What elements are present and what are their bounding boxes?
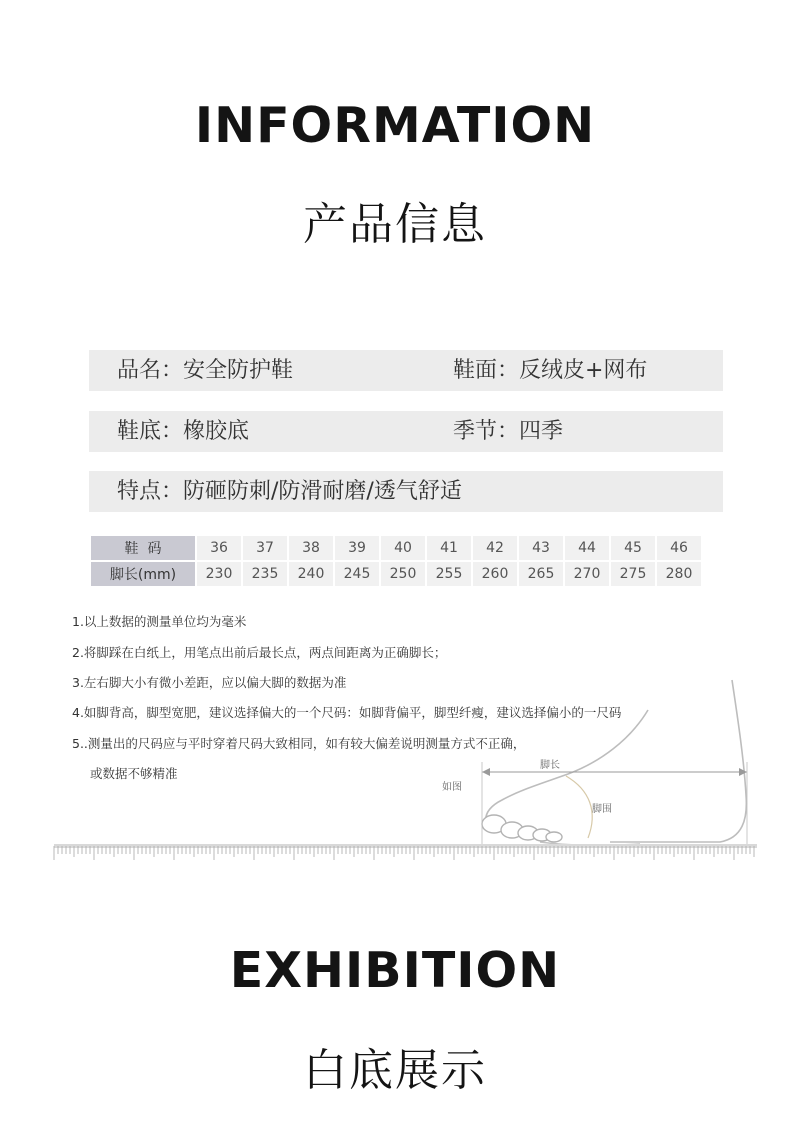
instep-outline bbox=[486, 710, 648, 824]
product-upper: 鞋面：反绒皮+网布 bbox=[453, 358, 648, 383]
diagram-label-length: 脚长 bbox=[540, 760, 560, 771]
size-cell: 42 bbox=[472, 535, 518, 561]
length-cell: 280 bbox=[656, 561, 702, 587]
length-cell: 260 bbox=[472, 561, 518, 587]
size-row-header: 鞋 码 bbox=[90, 535, 196, 561]
note-item: 2.将脚踩在白纸上，用笔点出前后最长点，两点间距离为正确脚长； bbox=[72, 645, 447, 660]
size-cell: 41 bbox=[426, 535, 472, 561]
product-features: 特点：防砸防刺/防滑耐磨/透气舒适 bbox=[117, 479, 462, 504]
length-cell: 230 bbox=[196, 561, 242, 587]
white-background-display-title: 白底展示 bbox=[303, 1045, 487, 1096]
note-item: 5..测量出的尺码应与平时穿着尺码大致相同，如有较大偏差说明测量方式不正确， bbox=[72, 736, 526, 751]
length-cell: 250 bbox=[380, 561, 426, 587]
size-cell: 46 bbox=[656, 535, 702, 561]
length-cell: 265 bbox=[518, 561, 564, 587]
girth-line bbox=[566, 776, 592, 838]
size-cell: 40 bbox=[380, 535, 426, 561]
size-cell: 43 bbox=[518, 535, 564, 561]
exhibition-title: EXHIBITION bbox=[229, 942, 561, 999]
size-cell: 38 bbox=[288, 535, 334, 561]
note-item: 3.左右脚大小有微小差距，应以偏大脚的数据为准 bbox=[72, 675, 347, 690]
length-cell: 240 bbox=[288, 561, 334, 587]
diagram-label-as-shown: 如图 bbox=[442, 782, 462, 793]
length-cell: 235 bbox=[242, 561, 288, 587]
length-cell: 245 bbox=[334, 561, 380, 587]
note-item: 4.如脚背高，脚型宽肥，建议选择偏大的一个尺码：如脚背偏平，脚型纤瘦，建议选择偏小的一尺码 bbox=[72, 705, 622, 720]
length-cell: 275 bbox=[610, 561, 656, 587]
product-season: 季节：四季 bbox=[453, 419, 564, 444]
length-cell: 255 bbox=[426, 561, 472, 587]
note-item: 1.以上数据的测量单位均为毫米 bbox=[72, 614, 247, 629]
size-cell: 36 bbox=[196, 535, 242, 561]
product-sole: 鞋底：橡胶底 bbox=[117, 419, 250, 444]
size-cell: 37 bbox=[242, 535, 288, 561]
heel-outline bbox=[610, 680, 746, 842]
length-cell: 270 bbox=[564, 561, 610, 587]
information-title: INFORMATION bbox=[194, 97, 596, 154]
ruler bbox=[54, 844, 757, 860]
size-cell: 45 bbox=[610, 535, 656, 561]
length-row-header: 脚长(mm) bbox=[90, 561, 196, 587]
product-info-title: 产品信息 bbox=[303, 199, 487, 250]
diagram-label-girth: 脚围 bbox=[592, 804, 612, 815]
toes bbox=[482, 815, 562, 842]
size-cell: 39 bbox=[334, 535, 380, 561]
product-name: 品名：安全防护鞋 bbox=[117, 358, 294, 383]
note-item: 或数据不够精准 bbox=[90, 766, 178, 781]
size-cell: 44 bbox=[564, 535, 610, 561]
